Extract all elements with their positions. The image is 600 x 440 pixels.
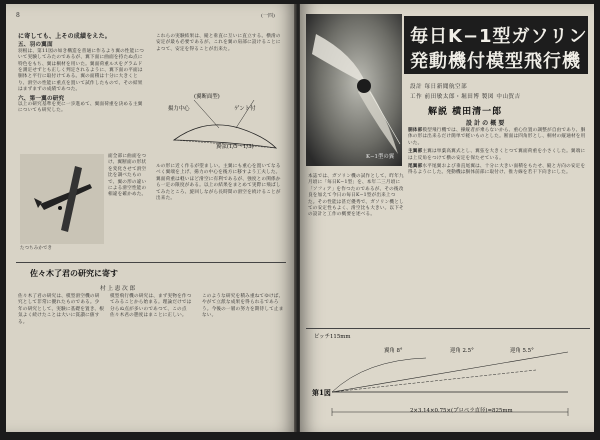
divider xyxy=(306,328,590,329)
article2-col3: このような研究を積み重ねてゆけば、やがて立派な成果を得られるであろう。今後の一層の努力を期待して止まない。 xyxy=(202,294,284,319)
left-page xyxy=(6,4,296,432)
article-title: 佐々木了君の研究に寄す xyxy=(30,268,118,278)
article-author: 村 上 恵 次 郎 xyxy=(100,286,136,292)
photo-caption: たつちみかでき xyxy=(20,246,53,251)
right-col1: 本誌では、ガソリン機の試作として、昨年九月頃に「毎日K−1型」を、本年二三月頃に「ソフィア」を作つたのであるが、その後改良を加えて今日の毎日K−1型が出来上つた。その性能は甚だ優秀で、ガソリン機としての安定性もよく、滑空比も大きい。以下その設計と工作の概要を述べる。 xyxy=(308,174,404,218)
left-side-col: 面全部に曲面をつけ、翼断面の形状を変化させて滑空比を調べたもので、翼の形の違いによる滑空性能の相違を確かめた。 xyxy=(108,154,147,198)
paragraph: 以上の研究基準を更に一歩進めて、翼面荷重を決める主翼についても研究した。 xyxy=(18,102,143,114)
section-heading: 五、羽の翼面 xyxy=(18,42,53,49)
figure-label: ピッチ115mm xyxy=(314,334,351,340)
commentary-credit: 解説 横田清一郎 xyxy=(428,107,503,117)
left-top-col2: これらの実験結果は、縦と垂直に互いに直立する。横滑の安定が最も必要であるが、これを翼の肩部に設けることによつて、安定を得ることが出来た。 xyxy=(156,34,281,52)
divider xyxy=(16,262,286,263)
right-col2: 胴体部模型飛行機では、操縦者が乗らないから、重心位置の調整が自由であり、胴体の形は出来るだけ簡単で軽いものとした。断面は四角形とし、桐材の縦通材を用いた。 主翼部主翼は単葉高翼式とし、翼弦を大きくとつて翼面荷重を小さくした。翼端には上反角をつけて横の安定を保たせている。 尾翼部水平尾翼および垂直尾翼は、十分に大きい面積をもたせ、縦と方向の安定を得るようにした。発動機は胴体前部に取付け、推力線を若干下向きにした。 xyxy=(408,128,586,176)
article-title-line1: 毎日K−1型ガソリン xyxy=(410,26,588,47)
diagram-label: 揚力中心 xyxy=(168,106,190,112)
diagram-title: (翼断面型) xyxy=(194,94,220,100)
left-page-number: 8 xyxy=(16,12,20,19)
article2-col1: 佐々木了君の研究は、模型滑空機の研究として非常に優れたものである。少年の研究として、実験に基礎を置き、根気よく続けたことは大いに賞讃に値する。 xyxy=(18,294,105,325)
figure-formula: 2×3.14×0.75×(プロペラ直径)=825mm xyxy=(410,408,513,414)
left-top-col1: に寄しても、上その成績をえた。 五、羽の翼面 羽根は、第11図の如き構造を普通に作るより翼の性能について実験してみたのであるが、翼下面に曲面を持たぬ点に特色をもち、翼は桐材を用いた。翼面荷重ルスをグラムドを測定せずとも正しく判定されるように、翼下面の平面は胴体と平行に取付けてある。翼の面積は十分に大きくとり、滑空の性能に重点を置いて試作したもので、その結果はまずまずの成績であつた。 六、第一翼の研究 以上の研究基準を更に一歩進めて、翼面荷重を決める主翼についても研究した。 xyxy=(18,33,144,114)
left-page-mark: (一四) xyxy=(261,13,275,19)
section-heading: 六、第一翼の研究 xyxy=(18,95,65,102)
paragraph: 羽根は、第11図の如き構造を普通に作るより翼の性能について実験してみたのであるが、翼下面に曲面を持たぬ点に特色をもち、翼は桐材を用いた。翼面荷重ルスをグラムドを測定せずとも正しく判定されるように、翼下面の平面は胴体と平行に取付けてある。翼の面積は十分に大きくとり、滑空の性能に重点を置いて試作したもので、その結果はまずまずの成績であつた。 xyxy=(18,48,144,93)
figure-label: 翼角 8° xyxy=(384,348,403,354)
figure-number: 第1図 xyxy=(312,388,331,397)
figure-label: 迎角 2.5° xyxy=(450,348,474,354)
propeller-photo xyxy=(306,14,402,166)
diagram-label: 翼弦(1/5〜1/3) xyxy=(216,144,254,150)
propeller-icon xyxy=(306,14,402,166)
article-title-line2: 発動機付模型飛行機 xyxy=(410,51,581,72)
title-banner xyxy=(404,16,588,74)
right-page xyxy=(300,4,594,432)
glider-photo xyxy=(20,154,104,244)
diagram-label: ゲント付 xyxy=(234,106,256,112)
photo-caption: K−1型の翼 xyxy=(366,154,395,160)
article2-col2: 模型飛行機の研究は、まず実物を作つてみることから始まる。理論だけでは分らぬ点が多いのであつて、この点佐々木君の態度はまことに正しい。 xyxy=(110,294,192,319)
section-heading: 設 計 の 概 要 xyxy=(466,120,505,127)
left-mid-col2: ルの形に近く作るが望ましい。主翼にも重心を置いてなるべく翼端を上げ、揚力の中心を後方に移すよう工夫した。翼面荷重は軽いほど滑空に有利であるが、強度との関係から一定の限度がある。以上の結果をまとめて実際に飛ばしてみたところ、旋回しながら長時間の滑空を続けることが出来た。 xyxy=(156,164,281,202)
build-credit: 工作 前田敏太郎・堀田博 製図 中山賀吉 xyxy=(410,94,521,100)
figure-label: 迎角 5.5° xyxy=(510,348,534,354)
glider-icon xyxy=(20,154,104,244)
design-credit: 設計 毎日新聞航空部 xyxy=(410,84,468,90)
